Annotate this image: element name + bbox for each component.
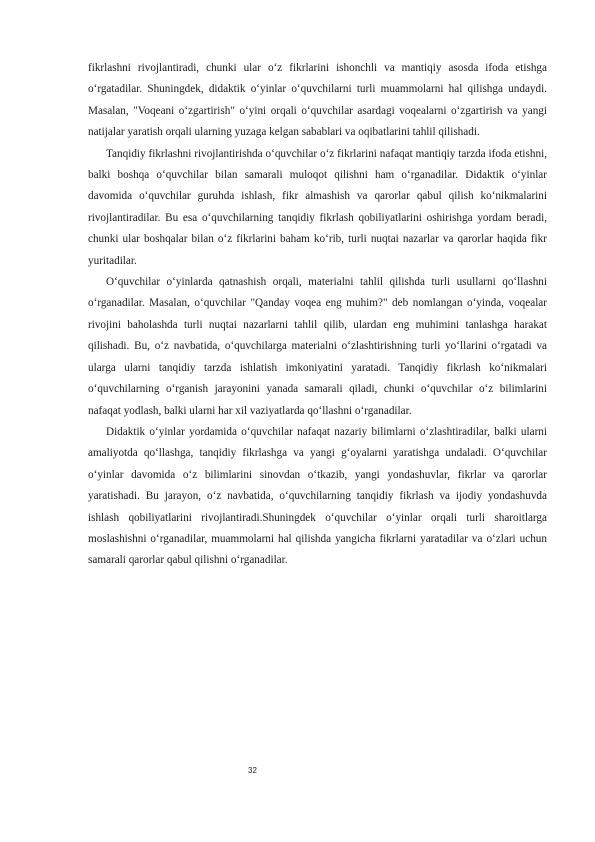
paragraph-4: Didaktik o‘yinlar yordamida o‘quvchilar nafaqat nazariy bilimlarni o‘zlashtiradilar, balki ularni amaliyotda qo‘llashga, tanqidiy fikrlashga va yangi g‘oyalarni yaratishga undaladi. O‘quvchilar o‘yinlar davomida o‘z bilimlarini sinovdan o‘tkazib, yangi yondashuvlar, fikrlar va qarorlar yaratishadi. Bu jarayon, o‘z navbatida, o‘quvchilarning tanqidiy fikrlash va ijodiy yondashuvda ishlash qobiliyatlarini rivojlantiradi.Shuningdek o‘quvchilar o‘yinlar orqali turli sharoitlarga moslashishni o‘rganadilar, muammolarni hal qilishda yangicha fikrlarni yaratadilar va o‘zlari uchun samarali qarorlar qabul qilishni o‘rganadilar. — [88, 425, 547, 567]
paragraph-1: fikrlashni rivojlantiradi, chunki ular o‘z fikrlarini ishonchli va mantiqiy asosda ifoda etishga o‘rgatadilar. Shuningdek, didaktik o‘yinlar o‘quvchilarni turli muammolarni hal qilishga undaydi. Masalan, "Voqeani o‘zgartirish" o‘yini orqali o‘quvchilar asardagi voqealarni o‘zgartirish va yangi natijalar yaratish orqali ularning yuzaga kelgan sabablari va oqibatlarini tahlil qilishadi. — [88, 62, 547, 139]
paragraph-3: O‘quvchilar o‘yinlarda qatnashish orqali, materialni tahlil qilishda turli usullarni qo‘llashni o‘rganadilar. Masalan, o‘quvchilar "Qanday voqea eng muhim?" deb nomlangan o‘yinda, voqealar rivojini baholashda turli nuqtai nazarlarni tahlil qilib, ulardan eng muhimini tanlashga harakat qilishadi. Bu, o‘z navbatida, o‘quvchilarga materialni o‘zlashtirishning turli yo‘llarini o‘rgatadi va ularga ularni tanqidiy tarzda ishlatish imkoniyatini yaratadi. Tanqidiy fikrlash ko‘nikmalari o‘quvchilarning o‘rganish jarayonini yanada samarali qiladi, chunki o‘quvchilar o‘z bilimlarini nafaqat yodlash, balki ularni har xil vaziyatlarda qo‘llashni o‘rganadilar. — [88, 276, 547, 417]
page-number: 32 — [248, 766, 257, 775]
page-body — [88, 58, 547, 572]
paragraph-2: Tanqidiy fikrlashni rivojlantirishda o‘quvchilar o‘z fikrlarini nafaqat mantiqiy tarzda ifoda etishni, balki boshqa o‘quvchilar bilan samarali muloqot qilishni ham o‘rganadilar. Didaktik o‘yinlar davomida o‘quvchilar guruhda ishlash, fikr almashish va qarorlar qabul qilish ko‘nikmalarini rivojlantiradilar. Bu esa o‘quvchilarning tanqidiy fikrlash qobiliyatlarini oshirishga yordam beradi, chunki ular boshqalar bilan o‘z fikrlarini baham ko‘rib, turli nuqtai nazarlar va qarorlar haqida fikr yuritadilar. — [88, 147, 547, 267]
